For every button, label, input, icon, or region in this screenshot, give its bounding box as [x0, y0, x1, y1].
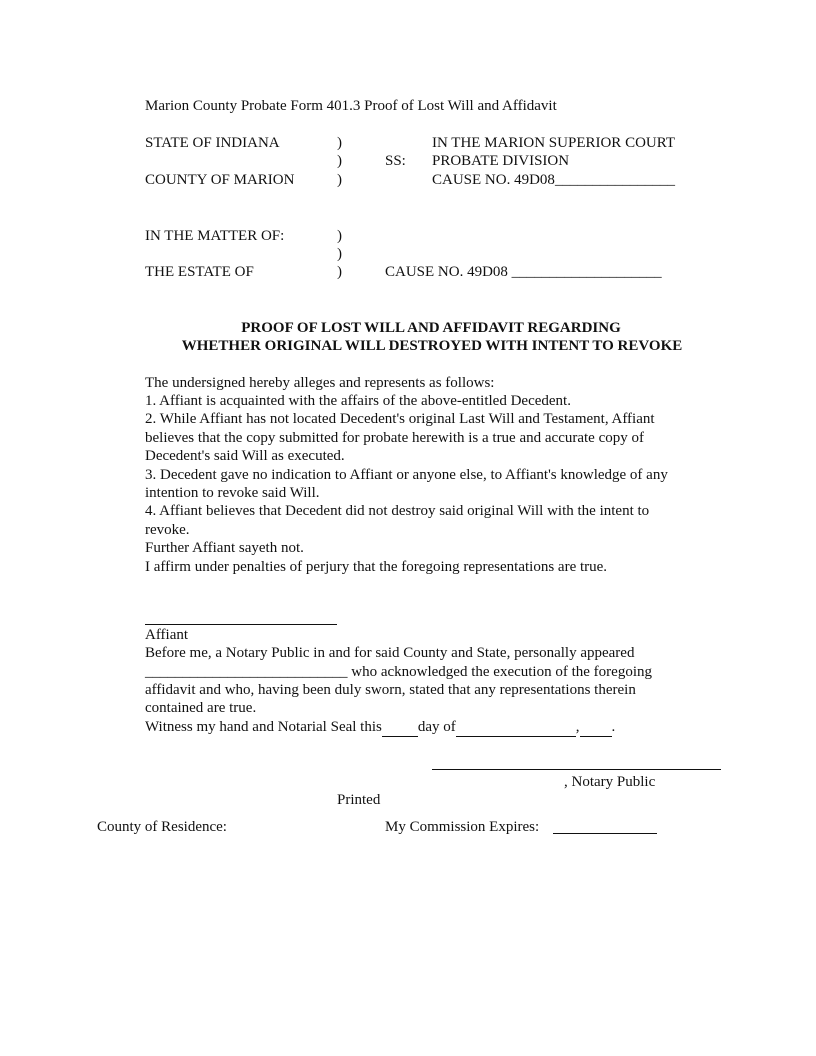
body-line: Further Affiant sayeth not. [145, 540, 304, 556]
matter-cause-line: CAUSE NO. 49D08 ____________________ [385, 264, 662, 280]
affiant-signature-line [145, 624, 337, 625]
printed-label: Printed [337, 792, 381, 808]
witness-prefix: Witness my hand and Notarial Seal this [145, 719, 382, 735]
body-line: intention to revoke said Will. [145, 485, 320, 501]
caption-paren-1: ) [337, 135, 342, 151]
estate-of-label: THE ESTATE OF [145, 264, 254, 280]
notary-line-4: contained are true. [145, 700, 257, 716]
affiant-label: Affiant [145, 627, 189, 643]
body-line: Decedent's said Will as executed. [145, 448, 345, 464]
notary-public-label: , Notary Public [564, 774, 656, 790]
witness-line [145, 718, 615, 737]
body-line: 1. Affiant is acquainted with the affairs of the above-entitled Decedent. [145, 393, 571, 409]
matter-paren-1: ) [337, 228, 342, 244]
notary-signature-line [432, 769, 721, 770]
cause-number [432, 171, 675, 189]
court-name: IN THE MARION SUPERIOR COURT [432, 135, 676, 151]
state-label: STATE OF INDIANA [145, 135, 280, 151]
period: . [611, 719, 616, 735]
year-blank [580, 718, 612, 737]
day-of-label: day of [417, 719, 456, 735]
acknowledged-text: who acknowledged the execution of the foregoing [347, 664, 652, 680]
body-line: 4. Affiant believes that Decedent did not destroy said original Will with the intent to [145, 503, 650, 519]
comma: , [575, 719, 580, 735]
cause-prefix: CAUSE NO. 49D08 [432, 172, 555, 188]
month-blank [456, 718, 576, 737]
day-blank [382, 718, 418, 737]
body-line: 2. While Affiant has not located Decedent's original Last Will and Testament, Affiant [145, 411, 655, 427]
heading-line-1: PROOF OF LOST WILL AND AFFIDAVIT REGARDING [241, 320, 621, 336]
body-line: The undersigned hereby alleges and represents as follows: [145, 375, 495, 391]
heading-line-2: WHETHER ORIGINAL WILL DESTROYED WITH INTENT TO REVOKE [181, 338, 683, 354]
notary-line-3: affidavit and who, having been duly sworn, stated that any representations therein [145, 682, 636, 698]
cause-blank: ________________ [554, 172, 675, 188]
body-line: 3. Decedent gave no indication to Affiant or anyone else, to Affiant's knowledge of any [145, 467, 668, 483]
county-label: COUNTY OF MARION [145, 172, 295, 188]
division-name: PROBATE DIVISION [432, 153, 570, 169]
notary-line-2 [145, 663, 652, 681]
form-title: Marion County Probate Form 401.3 Proof of Lost Will and Affidavit [145, 98, 557, 114]
in-the-matter-label: IN THE MATTER OF: [145, 228, 285, 244]
commission-expires-label: My Commission Expires: [385, 819, 540, 835]
matter-paren-2: ) [337, 246, 342, 262]
county-of-residence-label: County of Residence: [97, 819, 227, 835]
caption-paren-2: ) [337, 153, 342, 169]
matter-paren-3: ) [337, 264, 342, 280]
ss-label: SS: [385, 153, 406, 169]
body-line: believes that the copy submitted for probate herewith is a true and accurate copy of [145, 430, 644, 446]
body-line: revoke. [145, 522, 190, 538]
appeared-name-blank: ___________________________ [145, 664, 348, 680]
body-line: I affirm under penalties of perjury that the foregoing representations are true. [145, 559, 608, 575]
commission-expires-blank [553, 833, 657, 834]
notary-line-1: Before me, a Notary Public in and for said County and State, personally appeared [145, 645, 635, 661]
caption-paren-3: ) [337, 172, 342, 188]
